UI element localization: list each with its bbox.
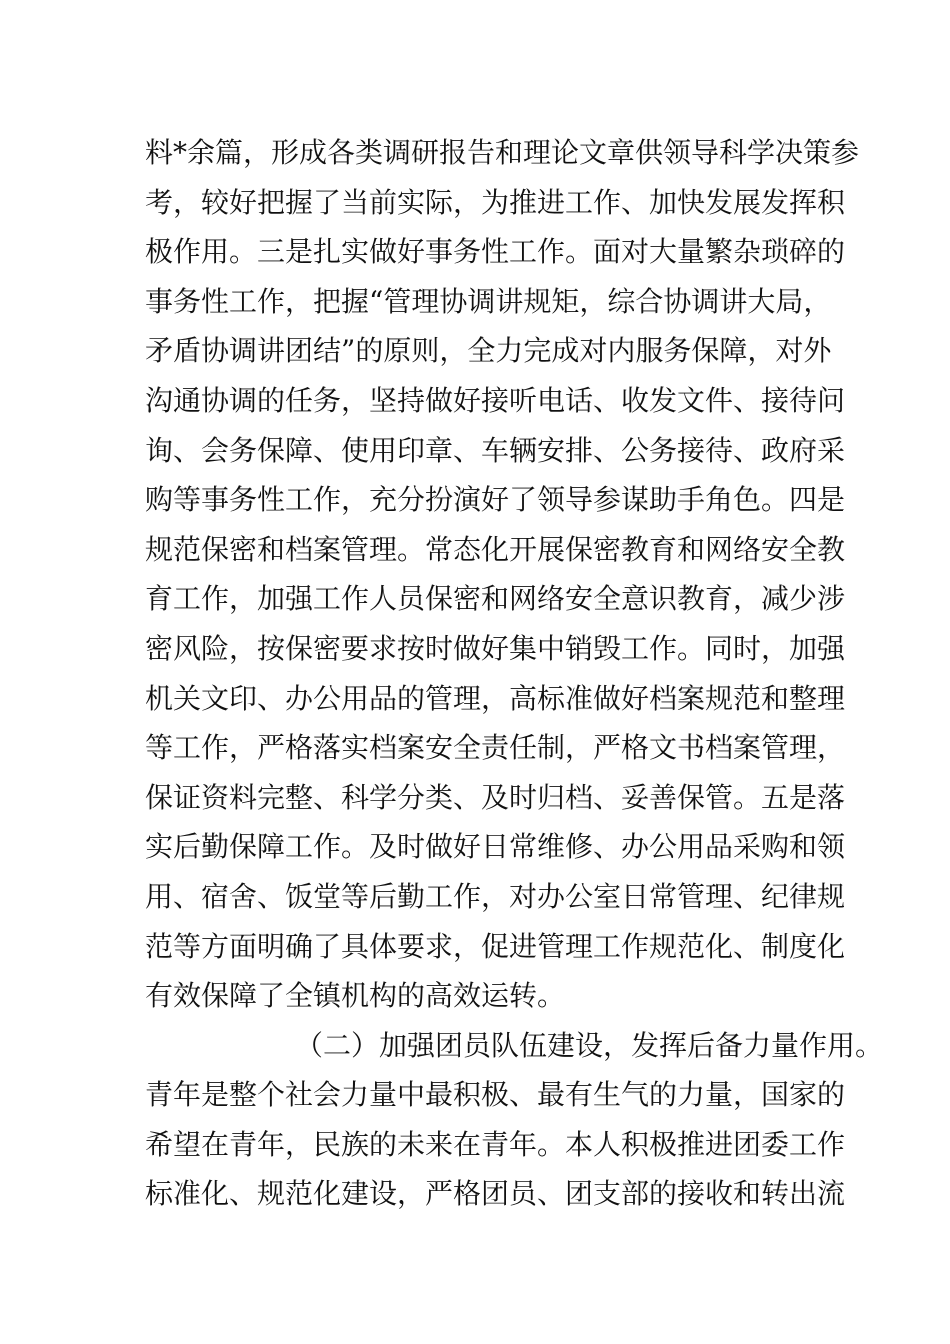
text-line: 保证资料完整、科学分类、及时归档、妥善保管。五是落 [145, 780, 846, 814]
text-line: 用、宿舍、饭堂等后勤工作，对办公室日常管理、纪律规 [145, 879, 846, 913]
text-line: 料*余篇，形成各类调研报告和理论文章供领导科学决策参 [145, 136, 860, 169]
text-line: 机关文印、办公用品的管理，高标准做好档案规范和整理 [145, 681, 846, 715]
text-line: 矛盾协调讲团结”的原则，全力完成对内服务保障，对外 [145, 334, 832, 368]
text-line: 希望在青年，民族的未来在青年。本人积极推进团委工作 [145, 1127, 846, 1161]
text-line: 实后勤保障工作。及时做好日常维修、办公用品采购和领 [145, 830, 846, 864]
text-line: 育工作，加强工作人员保密和网络安全意识教育，减少涉 [145, 582, 846, 616]
text-line: 考，较好把握了当前实际，为推进工作、加快发展发挥积 [145, 185, 846, 219]
text-line: 规范保密和档案管理。常态化开展保密教育和网络安全教 [145, 532, 846, 566]
text-line: 事务性工作，把握“管理协调讲规矩，综合协调讲大局， [145, 284, 832, 318]
text-line: 等工作，严格落实档案安全责任制，严格文书档案管理， [145, 731, 846, 765]
text-line: 有效保障了全镇机构的高效运转。 [145, 979, 566, 1013]
text-line: 标准化、规范化建设，严格团员、团支部的接收和转出流 [145, 1177, 846, 1211]
section-heading: （二）加强团员队伍建设，发挥后备力量作用。 [295, 1028, 884, 1062]
text-line: 询、会务保障、使用印章、车辆安排、公务接待、政府采 [145, 433, 846, 467]
text-line: 密风险，按保密要求按时做好集中销毁工作。同时，加强 [145, 631, 846, 665]
text-line: 购等事务性工作，充分扮演好了领导参谋助手角色。四是 [145, 483, 846, 517]
text-line: 沟通协调的任务，坚持做好接听电话、收发文件、接待问 [145, 383, 846, 417]
text-line: 范等方面明确了具体要求，促进管理工作规范化、制度化 [145, 929, 846, 963]
text-line: 极作用。三是扎实做好事务性工作。面对大量繁杂琐碎的 [145, 235, 846, 269]
text-line: 青年是整个社会力量中最积极、最有生气的力量，国家的 [145, 1078, 846, 1112]
document-body [145, 128, 884, 1219]
